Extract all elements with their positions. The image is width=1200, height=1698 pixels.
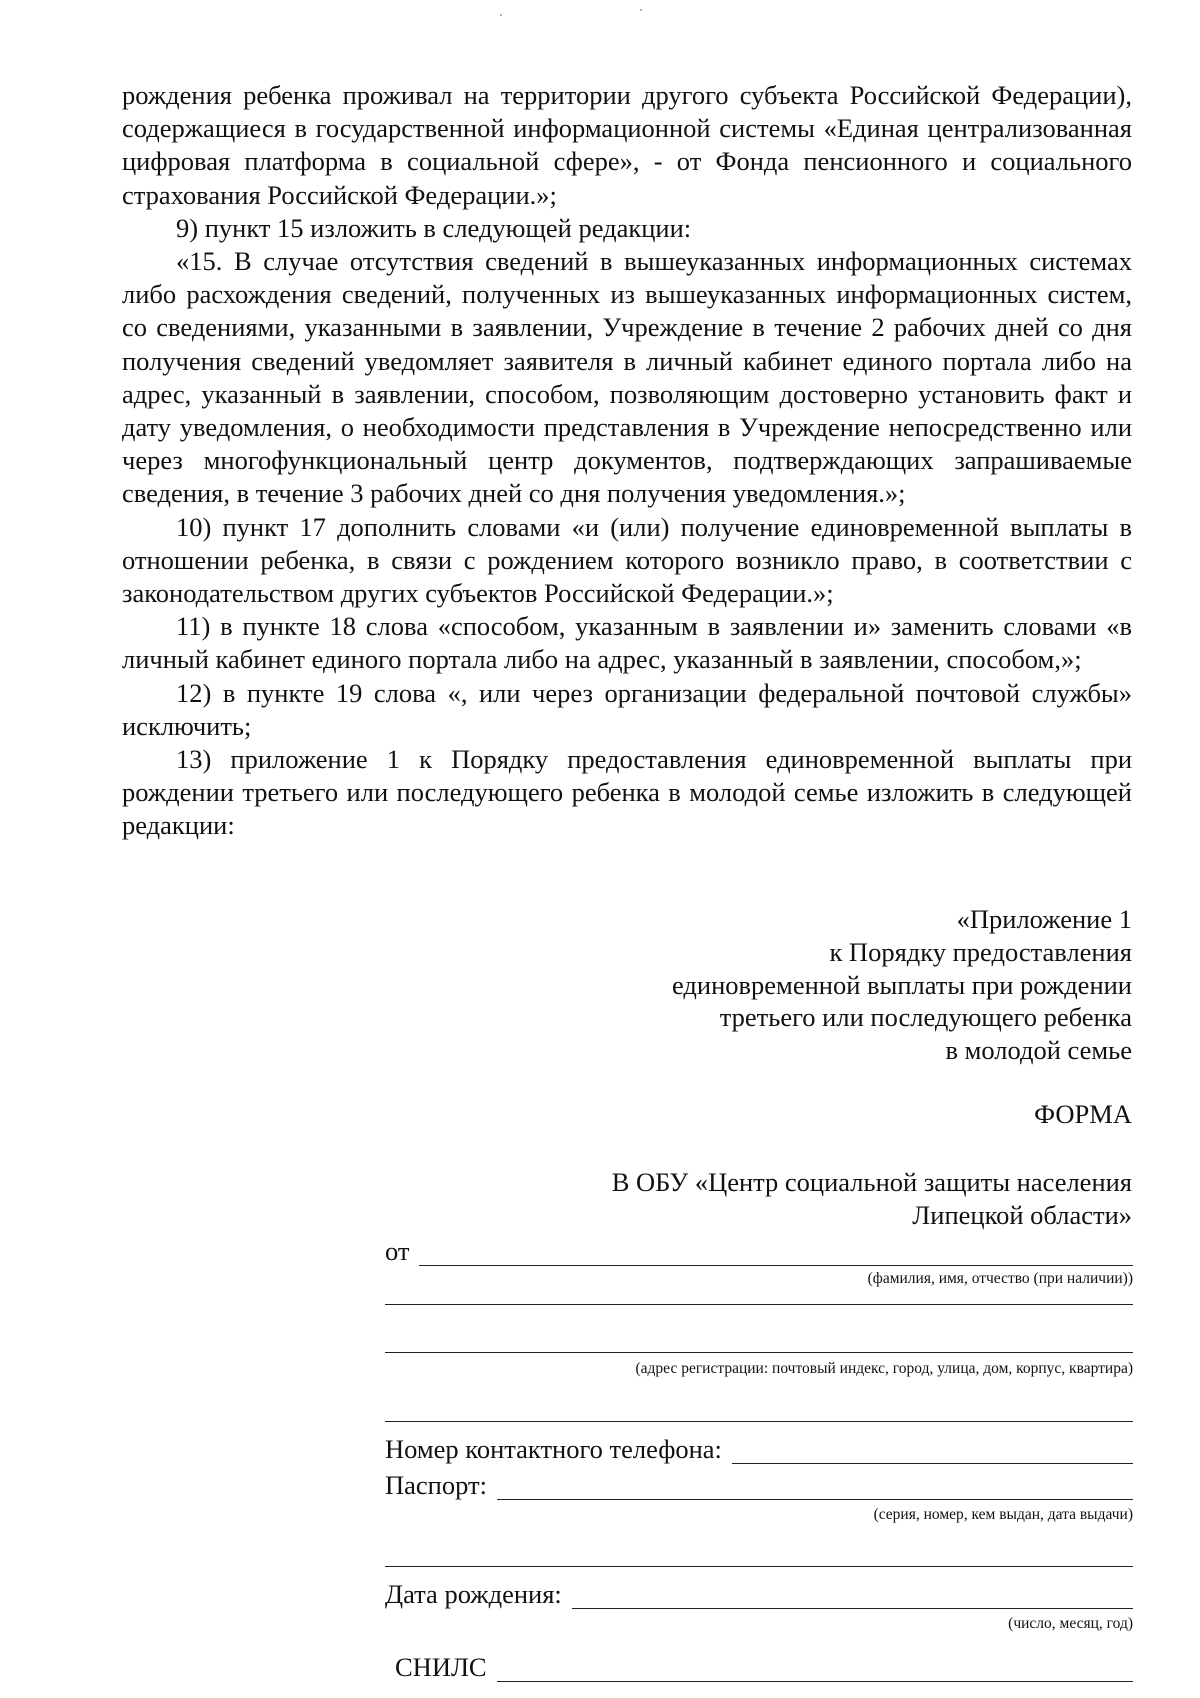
paragraph-continuation: рождения ребенка проживал на территории другого субъекта Российской Федерации), содержащиеся в государственной информационной системы «Единая централизованная цифровая платформа в социальной сфере», - от Фонда пенсионного и социального страхования Российской Федерации.»; — [122, 80, 1132, 210]
addressee-line: В ОБУ «Центр социальной защиты населения — [611, 1167, 1132, 1197]
address-hint: (адрес регистрации: почтовый индекс, город, улица, дом, корпус, квартира) — [635, 1360, 1133, 1377]
from-row — [385, 1232, 1133, 1266]
appendix-line: в молодой семье — [945, 1035, 1132, 1066]
paragraph-item-13: 13) приложение 1 к Порядку предоставления единовременной выплаты при рождении третьего или последующего ребенка в молодой семье изложить в следующей редакции: — [122, 744, 1132, 841]
passport-field-line-2[interactable] — [385, 1566, 1133, 1567]
appendix-heading — [432, 903, 1132, 1067]
snils-row — [395, 1648, 1133, 1682]
scan-speck — [500, 14, 502, 16]
passport-hint: (серия, номер, кем выдан, дата выдачи) — [873, 1506, 1133, 1523]
passport-row — [385, 1466, 1133, 1500]
passport-field[interactable] — [497, 1473, 1133, 1500]
addressee — [432, 1166, 1132, 1232]
appendix-line: «Приложение 1 — [956, 904, 1132, 934]
body-text — [122, 79, 1132, 843]
appendix-line: третьего или последующего ребенка — [719, 1002, 1132, 1033]
appendix-line: единовременной выплаты при рождении — [672, 969, 1132, 1000]
address-field-line-3[interactable] — [385, 1421, 1133, 1422]
birth-hint: (число, месяц, год) — [1008, 1615, 1133, 1632]
paragraph-item-9: 9) пункт 15 изложить в следующей редакции: — [176, 212, 692, 243]
address-field-line-1[interactable] — [385, 1304, 1133, 1305]
birth-label: Дата рождения: — [385, 1579, 562, 1609]
phone-label: Номер контактного телефона: — [385, 1434, 722, 1464]
phone-field[interactable] — [732, 1437, 1133, 1464]
name-hint: (фамилия, имя, отчество (при наличии)) — [867, 1270, 1133, 1287]
snils-field[interactable] — [497, 1655, 1133, 1682]
paragraph-item-10: 10) пункт 17 дополнить словами «и (или) получение единовременной выплаты в отношении ребенка, в связи с рождением которого возникло право, в соответствии с законодательством других субъектов Российской Федерации.»; — [122, 511, 1132, 609]
addressee-line: Липецкой области» — [912, 1200, 1132, 1230]
appendix-line: к Порядку предоставления — [829, 936, 1132, 967]
passport-label: Паспорт: — [385, 1470, 487, 1500]
scan-speck — [640, 9, 642, 11]
birth-row — [385, 1575, 1133, 1609]
form-label: ФОРМА — [1034, 1099, 1132, 1129]
address-field-line-2[interactable] — [385, 1352, 1133, 1353]
phone-row — [385, 1430, 1133, 1464]
name-field[interactable] — [419, 1239, 1133, 1266]
paragraph-clause-15: «15. В случае отсутствия сведений в вышеуказанных информационных системах либо расхождения сведений, полученных из вышеуказанных информационных систем, со сведениями, указанными в заявлении, Учреждение в течение 2 рабочих дней со дня получения сведений уведомляет заявителя в личный кабинет единого портала либо на адрес, указанный в заявлении, способом, позволяющим достоверно установить факт и дату уведомления, о необходимости представления в Учреждение непосредственно или через многофункциональный центр документов, подтверждающих запрашиваемые сведения, в течение 3 рабочих дней со дня получения уведомления.»; — [122, 246, 1132, 509]
birth-date-field[interactable] — [572, 1582, 1133, 1609]
paragraph-item-11: 11) в пункте 18 слова «способом, указанным в заявлении и» заменить словами «в личный кабинет единого портала либо на адрес, указанный в заявлении, способом,»; — [122, 611, 1132, 675]
paragraph-item-12: 12) в пункте 19 слова «, или через организации федеральной почтовой службы» исключить; — [122, 677, 1132, 741]
snils-label: СНИЛС — [395, 1652, 487, 1682]
from-label: от — [385, 1236, 410, 1266]
